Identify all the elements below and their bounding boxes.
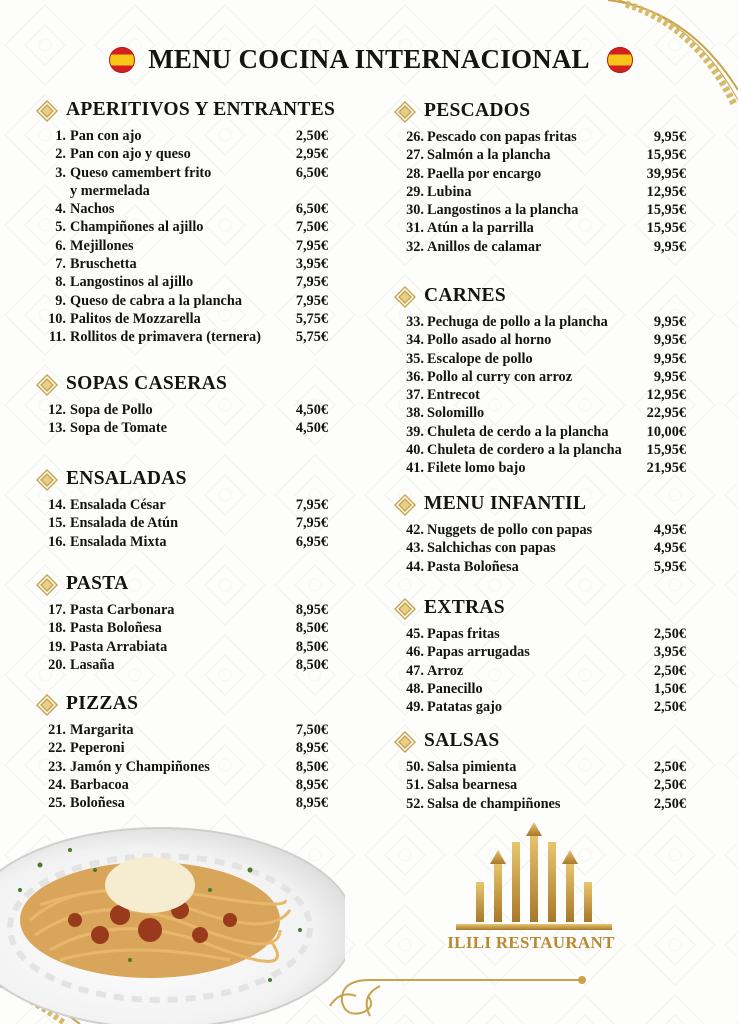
item-price: 3,95€ [295, 256, 328, 273]
section-header [36, 692, 328, 718]
gold-diamond-icon [36, 694, 58, 716]
menu-item [36, 310, 328, 328]
item-price: 7,95€ [295, 237, 328, 254]
section-extras [394, 596, 686, 716]
section-title: PASTA [66, 573, 129, 594]
item-name: Pasta Boloñesa [427, 558, 519, 575]
item-number: 14. [48, 497, 66, 513]
item-number: 5. [55, 219, 66, 236]
section-sopas [36, 372, 328, 438]
item-name: Papas arrugadas [427, 644, 530, 661]
menu-item [394, 128, 686, 146]
menu-item [36, 273, 328, 291]
item-price: 6,50€ [295, 164, 328, 181]
item-number: 26. [406, 129, 424, 145]
item-name: Boloñesa [70, 795, 125, 812]
item-name: Chuleta de cerdo a la plancha [427, 423, 609, 440]
section-header [36, 372, 328, 398]
item-name: Ensalada César [70, 497, 166, 513]
item-number: 18. [48, 620, 66, 637]
item-number: 7. [55, 256, 66, 273]
item-price: 3,95€ [653, 644, 686, 661]
item-price: 8,50€ [295, 638, 328, 655]
menu-item [36, 533, 328, 551]
item-price: 9,95€ [653, 129, 686, 145]
item-number: 17. [48, 602, 66, 618]
item-number: 1. [55, 128, 66, 144]
item-number: 52. [406, 795, 424, 812]
item-name: Patatas gajo [427, 699, 503, 716]
section-header [394, 284, 686, 310]
section-title: PIZZAS [66, 693, 139, 714]
item-price: 15,95€ [646, 442, 686, 459]
item-price: 5,75€ [295, 310, 328, 327]
menu-item [36, 496, 328, 514]
item-name: Barbacoa [70, 776, 129, 793]
item-number: 45. [406, 626, 424, 642]
gold-diamond-icon [36, 100, 58, 122]
item-number: 21. [48, 722, 66, 738]
menu-item [36, 255, 328, 273]
item-name: Pan con ajo [70, 128, 142, 144]
item-number: 30. [406, 202, 424, 219]
item-price: 12,95€ [646, 183, 686, 200]
gold-diamond-icon [36, 374, 58, 396]
menu-item [36, 419, 328, 437]
menu-item [36, 200, 328, 218]
item-number: 8. [55, 274, 66, 291]
section-carnes [394, 284, 686, 478]
item-number: 51. [406, 777, 424, 794]
item-number: 38. [406, 405, 424, 422]
item-name: Champiñones al ajillo [70, 219, 204, 236]
menu-item [36, 145, 328, 163]
section-title: MENU INFANTIL [424, 493, 587, 514]
item-name: Langostinos al ajillo [70, 274, 194, 291]
menu-item [36, 758, 328, 776]
gold-diamond-icon [394, 731, 416, 753]
menu-item [394, 368, 686, 386]
item-price: 8,50€ [295, 620, 328, 637]
item-number: 48. [406, 680, 424, 697]
section-header [394, 492, 686, 518]
section-title: ENSALADAS [66, 468, 187, 489]
menu-item [36, 164, 328, 182]
item-number: 19. [48, 638, 66, 655]
item-number: 24. [48, 776, 66, 793]
section-title: EXTRAS [424, 597, 505, 618]
menu-item [394, 146, 686, 164]
item-name: Lubina [427, 183, 472, 200]
item-number: 3. [55, 164, 66, 181]
menu-item [36, 401, 328, 419]
menu-item [394, 423, 686, 441]
item-number: 46. [406, 644, 424, 661]
item-name-continuation: y mermelada [70, 182, 150, 199]
menu-item [394, 795, 686, 813]
item-price: 4,95€ [653, 540, 686, 557]
menu-item [36, 514, 328, 532]
menu-item [394, 698, 686, 716]
item-price: 39,95€ [646, 165, 686, 182]
section-ensaladas [36, 467, 328, 551]
item-price: 7,95€ [295, 274, 328, 291]
section-title: CARNES [424, 285, 506, 306]
item-price: 2,50€ [653, 759, 686, 775]
item-name: Pasta Boloñesa [70, 620, 162, 637]
section-title: PESCADOS [424, 100, 531, 121]
section-pasta [36, 572, 328, 674]
item-name: Atún a la parrilla [427, 220, 534, 237]
menu-item [394, 758, 686, 776]
item-number: 49. [406, 699, 424, 716]
menu-item [394, 331, 686, 349]
item-name: Langostinos a la plancha [427, 202, 579, 219]
item-name: Panecillo [427, 680, 483, 697]
section-title: SALSAS [424, 730, 500, 751]
menu-item [36, 739, 328, 757]
menu-item-continuation [36, 182, 328, 200]
item-price: 9,95€ [653, 368, 686, 385]
item-price: 4,50€ [295, 402, 328, 418]
section-header [36, 572, 328, 598]
item-number: 12. [48, 402, 66, 418]
item-name: Peperoni [70, 740, 125, 757]
item-name: Pasta Carbonara [70, 602, 175, 618]
item-price: 5,75€ [295, 329, 328, 346]
item-name: Solomillo [427, 405, 485, 422]
item-price: 8,50€ [295, 758, 328, 775]
item-name: Salmón a la plancha [427, 147, 551, 164]
item-name: Sopa de Tomate [70, 420, 167, 437]
item-price: 7,95€ [295, 292, 328, 309]
menu-item [36, 656, 328, 674]
item-name: Papas fritas [427, 626, 500, 642]
item-name: Ensalada Mixta [70, 533, 167, 550]
item-name: Queso camembert frito [70, 164, 212, 181]
item-number: 50. [406, 759, 424, 775]
bottom-flourish-ornament [320, 966, 590, 1024]
menu-item [394, 238, 686, 256]
item-name: Rollitos de primavera (ternera) [70, 329, 261, 346]
menu-item [394, 558, 686, 576]
item-price: 2,50€ [653, 699, 686, 716]
section-aperitivos [36, 98, 336, 347]
menu-item [36, 619, 328, 637]
item-name: Pescado con papas fritas [427, 129, 577, 145]
item-price: 2,50€ [653, 626, 686, 642]
item-number: 13. [48, 420, 66, 437]
menu-item [36, 237, 328, 255]
item-number: 15. [48, 515, 66, 532]
item-number: 6. [55, 237, 66, 254]
menu-item [36, 292, 328, 310]
item-name: Salsa bearnesa [427, 777, 518, 794]
item-name: Pan con ajo y queso [70, 146, 191, 163]
item-number: 27. [406, 147, 424, 164]
item-price: 15,95€ [646, 202, 686, 219]
item-number: 9. [55, 292, 66, 309]
item-name: Palitos de Mozzarella [70, 310, 201, 327]
item-price: 4,95€ [653, 522, 686, 538]
item-name: Nachos [70, 201, 115, 218]
item-number: 37. [406, 387, 424, 404]
item-price: 7,95€ [295, 497, 328, 513]
item-number: 39. [406, 423, 424, 440]
item-number: 47. [406, 662, 424, 679]
item-number: 34. [406, 332, 424, 349]
item-price: 22,95€ [646, 405, 686, 422]
menu-item [394, 201, 686, 219]
item-name: Chuleta de cordero a la plancha [427, 442, 622, 459]
menu-item [394, 350, 686, 368]
gold-diamond-icon [394, 286, 416, 308]
item-name: Queso de cabra a la plancha [70, 292, 242, 309]
item-price: 15,95€ [646, 220, 686, 237]
gold-diamond-icon [394, 101, 416, 123]
menu-item [394, 680, 686, 698]
item-price: 7,95€ [295, 515, 328, 532]
item-name: Margarita [70, 722, 134, 738]
item-name: Filete lomo bajo [427, 460, 526, 477]
section-pizzas [36, 692, 328, 812]
menu-item [394, 662, 686, 680]
spaghetti-bolognese-image [0, 810, 345, 1024]
item-name: Escalope de pollo [427, 350, 533, 367]
item-number: 16. [48, 533, 66, 550]
menu-item [36, 601, 328, 619]
section-header [394, 99, 686, 125]
section-title: APERITIVOS Y ENTRANTES [66, 99, 336, 120]
menu-item [394, 459, 686, 477]
item-price: 7,50€ [295, 219, 328, 236]
item-number: 32. [406, 238, 424, 255]
item-name: Lasaña [70, 656, 115, 673]
item-price: 1,50€ [653, 680, 686, 697]
item-name: Salsa de champiñones [427, 795, 561, 812]
item-price: 4,50€ [295, 420, 328, 437]
gold-diamond-icon [394, 494, 416, 516]
item-price: 6,95€ [295, 533, 328, 550]
item-price: 6,50€ [295, 201, 328, 218]
item-price: 7,50€ [295, 722, 328, 738]
item-number: 10. [48, 310, 66, 327]
item-number: 28. [406, 165, 424, 182]
item-name: Anillos de calamar [427, 238, 542, 255]
menu-item [394, 625, 686, 643]
item-price: 9,95€ [653, 332, 686, 349]
item-price: 5,95€ [653, 558, 686, 575]
menu-item [394, 313, 686, 331]
item-number: 4. [55, 201, 66, 218]
item-price: 9,95€ [653, 350, 686, 367]
menu-item [36, 328, 328, 346]
item-price: 15,95€ [646, 147, 686, 164]
item-number: 20. [48, 656, 66, 673]
gold-diamond-icon [36, 574, 58, 596]
item-price: 2,50€ [653, 795, 686, 812]
item-price: 8,95€ [295, 795, 328, 812]
menu-item [394, 404, 686, 422]
menu-item [36, 218, 328, 236]
restaurant-name: ILILI RESTAURANT [447, 933, 615, 952]
item-price: 21,95€ [646, 460, 686, 477]
section-title: SOPAS CASERAS [66, 373, 228, 394]
item-name: Pechuga de pollo a la plancha [427, 314, 608, 330]
item-number: 43. [406, 540, 424, 557]
gold-diamond-icon [394, 598, 416, 620]
item-price: 9,95€ [653, 238, 686, 255]
item-number: 36. [406, 368, 424, 385]
section-header [36, 98, 336, 124]
menu-item [36, 721, 328, 739]
section-header [36, 467, 328, 493]
item-number: 23. [48, 758, 66, 775]
item-name: Nuggets de pollo con papas [427, 522, 593, 538]
section-salsas [394, 729, 686, 813]
item-price: 2,95€ [295, 146, 328, 163]
item-name: Pollo asado al horno [427, 332, 552, 349]
menu-item [394, 441, 686, 459]
menu-item [394, 386, 686, 404]
item-price: 2,50€ [653, 662, 686, 679]
item-number: 11. [48, 329, 66, 346]
item-price: 2,50€ [653, 777, 686, 794]
item-name: Ensalada de Atún [70, 515, 179, 532]
item-name: Bruschetta [70, 256, 137, 273]
page-title: MENU COCINA INTERNACIONAL [148, 44, 590, 74]
item-name: Jamón y Champiñones [70, 758, 210, 775]
item-price: 8,95€ [295, 740, 328, 757]
item-name: Entrecot [427, 387, 480, 404]
menu-item [394, 521, 686, 539]
item-price: 12,95€ [646, 387, 686, 404]
item-number: 42. [406, 522, 424, 538]
item-number: 35. [406, 350, 424, 367]
item-name: Arroz [427, 662, 464, 679]
menu-item [36, 776, 328, 794]
item-price: 8,95€ [295, 602, 328, 618]
item-number: 22. [48, 740, 66, 757]
item-price: 10,00€ [646, 423, 686, 440]
menu-item [394, 183, 686, 201]
item-name: Sopa de Pollo [70, 402, 153, 418]
item-number: 25. [48, 795, 66, 812]
item-number: 33. [406, 314, 424, 330]
item-name: Mejillones [70, 237, 134, 254]
menu-item [36, 127, 328, 145]
section-header [394, 729, 686, 755]
section-infantil [394, 492, 686, 576]
item-number: 2. [55, 146, 66, 163]
section-header [394, 596, 686, 622]
menu-item [394, 539, 686, 557]
menu-item [394, 165, 686, 183]
item-name: Pollo al curry con arroz [427, 368, 573, 385]
item-number: 41. [406, 460, 424, 477]
menu-item [394, 776, 686, 794]
item-price: 2,50€ [295, 128, 328, 144]
item-number: 44. [406, 558, 424, 575]
item-price: 8,95€ [295, 776, 328, 793]
menu-item [394, 643, 686, 661]
item-name: Pasta Arrabiata [70, 638, 168, 655]
item-name: Salchichas con papas [427, 540, 556, 557]
item-name: Paella por encargo [427, 165, 542, 182]
item-price: 9,95€ [653, 314, 686, 330]
menu-item [394, 219, 686, 237]
gold-diamond-icon [36, 469, 58, 491]
item-number: 29. [406, 183, 424, 200]
item-number: 40. [406, 442, 424, 459]
section-pescados [394, 99, 686, 256]
item-name: Salsa pimienta [427, 759, 517, 775]
item-price: 8,50€ [295, 656, 328, 673]
item-number: 31. [406, 220, 424, 237]
menu-item [36, 638, 328, 656]
spain-flag-icon [607, 47, 633, 73]
